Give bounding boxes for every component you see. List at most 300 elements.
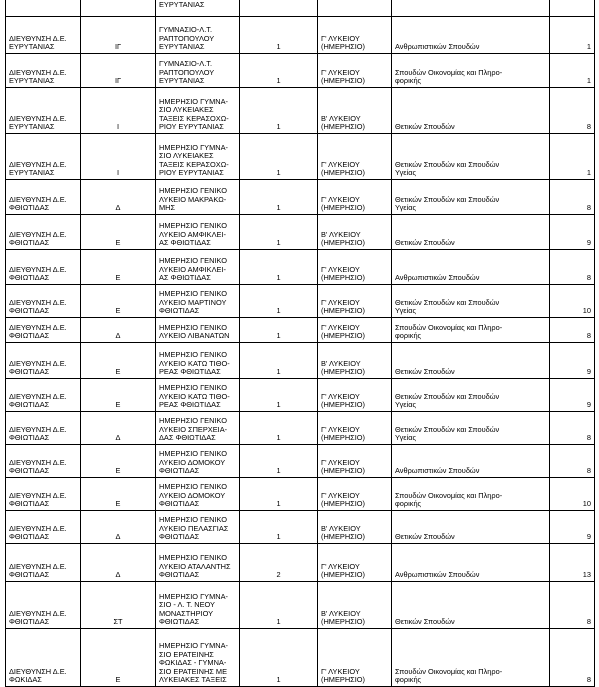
- cls-line: Γ' ΛΥΚΕΙΟΥ: [321, 33, 360, 43]
- cls-line: (ΗΜΕΡΗΣΙΟ): [321, 499, 365, 509]
- class-cell: [318, 285, 392, 317]
- cls-line: (ΗΜΕΡΗΣΙΟ): [321, 400, 365, 410]
- grp-value: Ι: [116, 122, 120, 132]
- count-cell: [240, 180, 318, 214]
- school-cell: [156, 88, 240, 133]
- cls-text: [321, 393, 388, 410]
- school-line: ΦΘΙΩΤΙΔΑΣ: [159, 570, 200, 580]
- directorate-cell: [6, 379, 81, 411]
- dir-line: ΕΥΡΥΤΑΝΙΑΣ: [9, 122, 55, 132]
- class-cell: [318, 88, 392, 133]
- specialization-cell: [392, 412, 550, 444]
- positions-cell: [550, 318, 594, 342]
- cls-line: Γ' ΛΥΚΕΙΟΥ: [321, 391, 360, 401]
- dir-line: ΔΙΕΥΘΥΝΣΗ Δ.Ε.: [9, 67, 67, 77]
- dir-line: ΦΘΙΩΤΙΔΑΣ: [9, 617, 50, 627]
- dir-text: [9, 324, 77, 341]
- directorate-cell: [6, 0, 81, 16]
- cls-line: Γ' ΛΥΚΕΙΟΥ: [321, 297, 360, 307]
- table-row: [5, 17, 595, 54]
- specialization-cell: [392, 379, 550, 411]
- cls-line: Γ' ΛΥΚΕΙΟΥ: [321, 264, 360, 274]
- table-row: [5, 478, 595, 511]
- cls-line: Β' ΛΥΚΕΙΟΥ: [321, 608, 361, 618]
- school-cell: [156, 17, 240, 53]
- num-value: 1: [276, 466, 281, 476]
- dir-line: ΔΙΕΥΘΥΝΣΗ Δ.Ε.: [9, 608, 67, 618]
- num-value: 1: [276, 122, 281, 132]
- count-cell: [240, 134, 318, 179]
- group-cell: [81, 54, 156, 87]
- grp-value: Δ: [115, 331, 121, 341]
- school-line: ΦΘΙΩΤΙΔΑΣ: [159, 499, 200, 509]
- group-cell: [81, 544, 156, 581]
- specialization-cell: [392, 285, 550, 317]
- school-text: [159, 1, 237, 10]
- count-cell: [240, 629, 318, 686]
- group-cell: [81, 180, 156, 214]
- grp-value: Ε: [115, 273, 121, 283]
- num-value: 1: [276, 400, 281, 410]
- class-cell: [318, 54, 392, 87]
- specialization-cell: [392, 134, 550, 179]
- school-text: [159, 187, 236, 213]
- grp-value: Ε: [115, 400, 121, 410]
- dir-line: ΦΩΚΙΔΑΣ: [9, 675, 42, 685]
- cls-line: (ΗΜΕΡΗΣΙΟ): [321, 466, 365, 476]
- grp-value: Ε: [115, 238, 121, 248]
- positions-cell: [550, 511, 594, 543]
- pos-value: 10: [582, 499, 591, 509]
- cls-text: [321, 563, 388, 580]
- group-cell: [81, 0, 156, 16]
- school-line: ΦΘΙΩΤΙΔΑΣ: [159, 532, 200, 542]
- directorate-cell: [6, 180, 81, 214]
- directorate-cell: [6, 250, 81, 284]
- school-cell: [156, 180, 240, 214]
- class-cell: [318, 445, 392, 477]
- school-line: ΛΥΚΕΙΟ ΛΙΒΑΝΑΤΩΝ: [159, 331, 230, 341]
- school-line: ΗΜΕΡΗΣΙΟ ΓΥΜΝΑ-: [159, 96, 228, 106]
- pos-value: 8: [586, 273, 591, 283]
- school-line: ΔΑΣ ΦΘΙΩΤΙΔΑΣ: [159, 433, 216, 443]
- class-cell: [318, 250, 392, 284]
- school-line: ΗΜΕΡΗΣΙΟ ΓΕΝΙΚΟ: [159, 449, 227, 459]
- num-value: 1: [276, 306, 281, 316]
- group-cell: [81, 478, 156, 510]
- dir-text: [9, 231, 77, 248]
- table-row: [5, 629, 595, 687]
- dir-text: [9, 426, 77, 443]
- spec-text: [395, 368, 546, 377]
- school-line: ΣΙΟ - Λ. Τ. ΝΕΟΥ: [159, 600, 215, 610]
- table-row: [5, 445, 595, 478]
- dir-line: ΔΙΕΥΘΥΝΣΗ Δ.Ε.: [9, 322, 67, 332]
- group-cell: [81, 412, 156, 444]
- spec-text: [395, 426, 546, 443]
- directorate-cell: [6, 134, 81, 179]
- cls-text: [321, 459, 388, 476]
- dir-line: ΔΙΕΥΘΥΝΣΗ Δ.Ε.: [9, 561, 67, 571]
- group-cell: [81, 318, 156, 342]
- pos-value: 9: [586, 532, 591, 542]
- school-cell: [156, 544, 240, 581]
- school-line: ΛΥΚΕΙΟ ΑΜΦΙΚΛΕΙ-: [159, 229, 226, 239]
- count-cell: [240, 318, 318, 342]
- school-cell: [156, 511, 240, 543]
- cls-line: (ΗΜΕΡΗΣΙΟ): [321, 168, 365, 178]
- dir-line: ΕΥΡΥΤΑΝΙΑΣ: [9, 168, 55, 178]
- spec-line: Θετικών Σπουδών και Σπουδών: [395, 297, 500, 307]
- spec-text: [395, 571, 546, 580]
- school-line: ΦΘΙΩΤΙΔΑΣ: [159, 466, 200, 476]
- school-line: ΑΣ ΦΘΙΩΤΙΔΑΣ: [159, 273, 211, 283]
- count-cell: [240, 343, 318, 378]
- directorate-cell: [6, 343, 81, 378]
- group-cell: [81, 134, 156, 179]
- school-text: [159, 593, 236, 627]
- school-line: ΗΜΕΡΗΣΙΟ ΓΥΜΝΑ-: [159, 641, 228, 651]
- dir-line: ΦΘΙΩΤΙΔΑΣ: [9, 367, 50, 377]
- cls-text: [321, 668, 388, 685]
- school-text: [159, 98, 236, 132]
- school-line: ΣΙΟ ΕΡΑΤΕΙΝΗΣ ΜΕ: [159, 666, 227, 676]
- spec-text: [395, 393, 546, 410]
- school-cell: [156, 629, 240, 686]
- dir-text: [9, 196, 77, 213]
- directorate-cell: [6, 544, 81, 581]
- group-cell: [81, 343, 156, 378]
- dir-text: [9, 668, 77, 685]
- spec-text: [395, 239, 546, 248]
- school-line: ΛΥΚΕΙΟ ΠΕΛΑΣΓΙΑΣ: [159, 523, 229, 533]
- dir-line: ΔΙΕΥΘΥΝΣΗ Δ.Ε.: [9, 666, 67, 676]
- school-line: ΗΜΕΡΗΣΙΟ ΓΥΜΝΑ-: [159, 142, 228, 152]
- cls-text: [321, 196, 388, 213]
- dir-line: ΔΙΕΥΘΥΝΣΗ Δ.Ε.: [9, 358, 67, 368]
- grp-value: Δ: [115, 532, 121, 542]
- count-cell: [240, 582, 318, 628]
- cls-text: [321, 266, 388, 283]
- group-cell: [81, 379, 156, 411]
- pos-value: 10: [582, 306, 591, 316]
- dir-text: [9, 393, 77, 410]
- positions-cell: [550, 250, 594, 284]
- table-row: [5, 88, 595, 134]
- cls-line: (ΗΜΕΡΗΣΙΟ): [321, 617, 365, 627]
- spec-text: [395, 161, 546, 178]
- spec-text: [395, 123, 546, 132]
- count-cell: [240, 54, 318, 87]
- grp-value: ΙΓ: [114, 76, 122, 86]
- specialization-cell: [392, 544, 550, 581]
- school-line: ΗΜΕΡΗΣΙΟ ΓΕΝΙΚΟ: [159, 416, 227, 426]
- spec-line: Σπουδών Οικονομίας και Πληρο-: [395, 322, 503, 332]
- dir-line: ΔΙΕΥΘΥΝΣΗ Δ.Ε.: [9, 159, 67, 169]
- school-line: ΛΥΚΕΙΟ ΔΟΜΟΚΟΥ: [159, 457, 226, 467]
- specialization-cell: [392, 250, 550, 284]
- grp-value: Δ: [115, 570, 121, 580]
- table-row: [5, 412, 595, 445]
- dir-line: ΦΘΙΩΤΙΔΑΣ: [9, 400, 50, 410]
- school-line: ΗΜΕΡΗΣΙΟ ΓΕΝΙΚΟ: [159, 289, 227, 299]
- spec-line: Θετικών Σπουδών και Σπουδών: [395, 424, 500, 434]
- class-cell: [318, 511, 392, 543]
- school-line: ΗΜΕΡΗΣΙΟ ΓΕΝΙΚΟ: [159, 383, 227, 393]
- dir-line: ΔΙΕΥΘΥΝΣΗ Δ.Ε.: [9, 194, 67, 204]
- school-line: ΤΑΞΕΙΣ ΚΕΡΑΣΟΧΩ-: [159, 113, 229, 123]
- pos-value: 9: [586, 367, 591, 377]
- dir-text: [9, 299, 77, 316]
- spec-text: [395, 324, 546, 341]
- school-text: [159, 417, 236, 443]
- spec-line: Υγείας: [395, 306, 417, 316]
- school-line: ΣΙΟ ΛΥΚΕΙΑΚΕΣ: [159, 105, 214, 115]
- school-line: ΦΘΙΩΤΙΔΑΣ: [159, 617, 200, 627]
- cls-text: [321, 115, 388, 132]
- school-line: ΗΜΕΡΗΣΙΟ ΓΕΝΙΚΟ: [159, 256, 227, 266]
- count-cell: [240, 285, 318, 317]
- spec-line: Υγείας: [395, 168, 417, 178]
- school-cell: [156, 318, 240, 342]
- directorate-cell: [6, 511, 81, 543]
- school-line: ΡΕΑΣ ΦΘΙΩΤΙΔΑΣ: [159, 400, 221, 410]
- class-cell: [318, 134, 392, 179]
- spec-line: Ανθρωπιστικών Σπουδών: [395, 466, 480, 476]
- class-cell: [318, 582, 392, 628]
- school-line: ΜΟΝΑΣΤΗΡΙΟΥ: [159, 608, 214, 618]
- class-cell: [318, 629, 392, 686]
- cls-line: (ΗΜΕΡΗΣΙΟ): [321, 570, 365, 580]
- cls-line: (ΗΜΕΡΗΣΙΟ): [321, 42, 365, 52]
- num-value: 1: [276, 42, 281, 52]
- school-line: ΛΥΚΕΙΟ ΜΑΡΤΙΝΟΥ: [159, 297, 227, 307]
- dir-line: ΔΙΕΥΘΥΝΣΗ Δ.Ε.: [9, 113, 67, 123]
- group-cell: [81, 445, 156, 477]
- dir-line: ΦΘΙΩΤΙΔΑΣ: [9, 203, 50, 213]
- count-cell: [240, 445, 318, 477]
- pos-value: 8: [586, 466, 591, 476]
- pos-value: 1: [586, 42, 591, 52]
- cls-text: [321, 35, 388, 52]
- pos-value: 1: [586, 76, 591, 86]
- class-cell: [318, 544, 392, 581]
- specialization-cell: [392, 511, 550, 543]
- directorate-cell: [6, 629, 81, 686]
- school-cell: [156, 285, 240, 317]
- positions-cell: [550, 544, 594, 581]
- cls-text: [321, 360, 388, 377]
- spec-text: [395, 299, 546, 316]
- class-cell: [318, 180, 392, 214]
- school-line: ΗΜΕΡΗΣΙΟ ΓΕΝΙΚΟ: [159, 350, 227, 360]
- class-cell: [318, 318, 392, 342]
- spec-line: Υγείας: [395, 433, 417, 443]
- dir-text: [9, 266, 77, 283]
- dir-line: ΦΘΙΩΤΙΔΑΣ: [9, 570, 50, 580]
- group-cell: [81, 582, 156, 628]
- class-cell: [318, 343, 392, 378]
- directorate-cell: [6, 17, 81, 53]
- cls-text: [321, 69, 388, 86]
- school-line: ΕΥΡΥΤΑΝΙΑΣ: [159, 76, 205, 86]
- num-value: 1: [276, 367, 281, 377]
- pos-value: 13: [582, 570, 591, 580]
- school-text: [159, 351, 236, 377]
- grp-value: Ι: [116, 168, 120, 178]
- spec-line: φορικής: [395, 675, 422, 685]
- positions-cell: [550, 17, 594, 53]
- specialization-cell: [392, 478, 550, 510]
- grp-value: Δ: [115, 203, 121, 213]
- group-cell: [81, 215, 156, 249]
- pos-value: 9: [586, 400, 591, 410]
- grp-value: Ε: [115, 675, 121, 685]
- school-line: ΡΑΠΤΟΠΟΥΛΟΥ: [159, 33, 215, 43]
- school-text: [159, 450, 236, 476]
- group-cell: [81, 511, 156, 543]
- spec-line: Θετικών Σπουδών: [395, 532, 455, 542]
- spec-line: Θετικών Σπουδών: [395, 367, 455, 377]
- cls-text: [321, 161, 388, 178]
- count-cell: [240, 250, 318, 284]
- pos-value: 9: [586, 238, 591, 248]
- cls-text: [321, 299, 388, 316]
- pos-value: 8: [586, 122, 591, 132]
- cls-line: Γ' ΛΥΚΕΙΟΥ: [321, 194, 360, 204]
- school-line: ΛΥΚΕΙΟ ΑΜΦΙΚΛΕΙ-: [159, 264, 226, 274]
- positions-cell: [550, 88, 594, 133]
- table-row: [5, 134, 595, 180]
- spec-line: φορικής: [395, 331, 422, 341]
- school-cell: [156, 582, 240, 628]
- dir-line: ΔΙΕΥΘΥΝΣΗ Δ.Ε.: [9, 457, 67, 467]
- school-cell: [156, 54, 240, 87]
- directorate-cell: [6, 88, 81, 133]
- table-row: [5, 343, 595, 379]
- school-line: ΦΩΚΙΔΑΣ - ΓΥΜΝΑ-: [159, 658, 227, 668]
- positions-cell: [550, 343, 594, 378]
- specialization-cell: [392, 180, 550, 214]
- school-cell: [156, 379, 240, 411]
- school-line: ΗΜΕΡΗΣΙΟ ΓΕΝΙΚΟ: [159, 186, 227, 196]
- spec-text: [395, 467, 546, 476]
- dir-line: ΦΘΙΩΤΙΔΑΣ: [9, 331, 50, 341]
- num-value: 2: [276, 570, 281, 580]
- spec-text: [395, 618, 546, 627]
- dir-line: ΦΘΙΩΤΙΔΑΣ: [9, 466, 50, 476]
- directorate-cell: [6, 285, 81, 317]
- cls-line: Γ' ΛΥΚΕΙΟΥ: [321, 457, 360, 467]
- school-text: [159, 26, 236, 52]
- dir-line: ΦΘΙΩΤΙΔΑΣ: [9, 433, 50, 443]
- cls-line: Β' ΛΥΚΕΙΟΥ: [321, 358, 361, 368]
- cls-text: [321, 525, 388, 542]
- school-text: [159, 290, 236, 316]
- school-line: ΡΙΟΥ ΕΥΡΥΤΑΝΙΑΣ: [159, 122, 224, 132]
- table-row: [5, 318, 595, 343]
- cls-line: (ΗΜΕΡΗΣΙΟ): [321, 367, 365, 377]
- cls-line: Γ' ΛΥΚΕΙΟΥ: [321, 424, 360, 434]
- school-cell: [156, 343, 240, 378]
- group-cell: [81, 88, 156, 133]
- spec-text: [395, 196, 546, 213]
- school-line: ΡΙΟΥ ΕΥΡΥΤΑΝΙΑΣ: [159, 168, 224, 178]
- table-row: [5, 0, 595, 17]
- cls-line: Γ' ΛΥΚΕΙΟΥ: [321, 322, 360, 332]
- school-line: ΛΥΚΕΙΟ ΣΠΕΡΧΕΙΑ-: [159, 424, 228, 434]
- table-row: [5, 180, 595, 215]
- count-cell: [240, 17, 318, 53]
- school-line: ΕΥΡΥΤΑΝΙΑΣ: [159, 0, 205, 9]
- spec-line: Ανθρωπιστικών Σπουδών: [395, 42, 480, 52]
- school-cell: [156, 445, 240, 477]
- school-line: ΗΜΕΡΗΣΙΟ ΓΕΝΙΚΟ: [159, 515, 227, 525]
- school-line: ΛΥΚΕΙΟ ΑΤΑΛΑΝΤΗΣ: [159, 561, 231, 571]
- count-cell: [240, 215, 318, 249]
- school-text: [159, 516, 236, 542]
- count-cell: [240, 544, 318, 581]
- school-text: [159, 222, 236, 248]
- dir-line: ΔΙΕΥΘΥΝΣΗ Δ.Ε.: [9, 33, 67, 43]
- spec-line: Υγείας: [395, 203, 417, 213]
- spec-line: Σπουδών Οικονομίας και Πληρο-: [395, 666, 503, 676]
- school-text: [159, 642, 236, 685]
- school-text: [159, 483, 236, 509]
- directorate-cell: [6, 54, 81, 87]
- cls-line: (ΗΜΕΡΗΣΙΟ): [321, 203, 365, 213]
- dir-line: ΕΥΡΥΤΑΝΙΑΣ: [9, 76, 55, 86]
- pos-value: 8: [586, 203, 591, 213]
- dir-line: ΔΙΕΥΘΥΝΣΗ Δ.Ε.: [9, 490, 67, 500]
- table-row: [5, 511, 595, 544]
- cls-line: Β' ΛΥΚΕΙΟΥ: [321, 113, 361, 123]
- table-row: [5, 285, 595, 318]
- dir-line: ΦΘΙΩΤΙΔΑΣ: [9, 306, 50, 316]
- positions-cell: [550, 582, 594, 628]
- school-cell: [156, 134, 240, 179]
- school-line: ΡΑΠΤΟΠΟΥΛΟΥ: [159, 67, 215, 77]
- specialization-cell: [392, 88, 550, 133]
- class-cell: [318, 0, 392, 16]
- table-row: [5, 250, 595, 285]
- pos-value: 8: [586, 331, 591, 341]
- num-value: 1: [276, 238, 281, 248]
- cls-line: (ΗΜΕΡΗΣΙΟ): [321, 675, 365, 685]
- positions-cell: [550, 134, 594, 179]
- school-line: ΜΗΣ: [159, 203, 176, 213]
- dir-line: ΔΙΕΥΘΥΝΣΗ Δ.Ε.: [9, 297, 67, 307]
- school-line: ΦΘΙΩΤΙΔΑΣ: [159, 306, 200, 316]
- spec-line: Θετικών Σπουδών και Σπουδών: [395, 159, 500, 169]
- positions-cell: [550, 54, 594, 87]
- cls-line: Γ' ΛΥΚΕΙΟΥ: [321, 159, 360, 169]
- group-cell: [81, 17, 156, 53]
- cls-text: [321, 324, 388, 341]
- pos-value: 8: [586, 675, 591, 685]
- school-line: ΓΥΜΝΑΣΙΟ-Λ.Τ.: [159, 59, 213, 69]
- table-row: [5, 582, 595, 629]
- cls-text: [321, 426, 388, 443]
- spec-line: Θετικών Σπουδών: [395, 238, 455, 248]
- num-value: 1: [276, 168, 281, 178]
- spec-line: φορικής: [395, 76, 422, 86]
- school-line: ΕΥΡΥΤΑΝΙΑΣ: [159, 42, 205, 52]
- count-cell: [240, 88, 318, 133]
- spec-line: Υγείας: [395, 400, 417, 410]
- spec-text: [395, 533, 546, 542]
- school-text: [159, 384, 236, 410]
